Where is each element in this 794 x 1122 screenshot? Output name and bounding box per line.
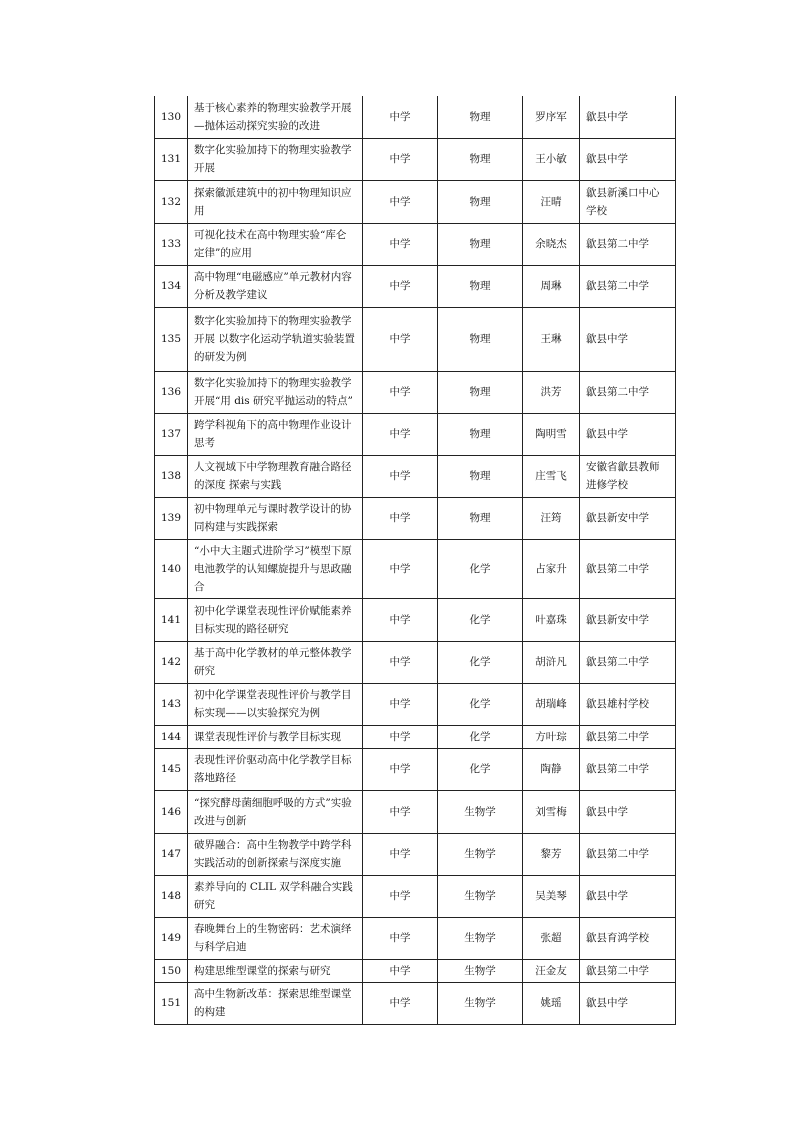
- row-level: 中学: [363, 725, 438, 748]
- table-row: [155, 598, 676, 641]
- row-subject: 化学: [438, 641, 523, 683]
- row-school: 歙县中学: [580, 307, 676, 371]
- row-number: 145: [155, 748, 188, 790]
- row-school: 歙县第二中学: [580, 265, 676, 307]
- row-title: 数字化实验加持下的物理实验教学开展: [188, 138, 363, 180]
- row-level: 中学: [363, 641, 438, 683]
- row-level: 中学: [363, 683, 438, 725]
- row-number: 146: [155, 790, 188, 833]
- row-school: 歙县第二中学: [580, 959, 676, 982]
- row-school: 歙县第二中学: [580, 223, 676, 265]
- row-subject: 物理: [438, 265, 523, 307]
- row-subject: 物理: [438, 307, 523, 371]
- row-number: 143: [155, 683, 188, 725]
- row-school: 歙县第二中学: [580, 833, 676, 875]
- row-author: 王琳: [523, 307, 580, 371]
- row-subject: 生物学: [438, 982, 523, 1024]
- row-author: 姚瑶: [523, 982, 580, 1024]
- row-school: 歙县中学: [580, 982, 676, 1024]
- table-row: [155, 180, 676, 223]
- row-author: 叶嘉珠: [523, 598, 580, 641]
- row-level: 中学: [363, 138, 438, 180]
- row-school: 歙县新溪口中心学校: [580, 180, 676, 223]
- table-row: [155, 307, 676, 371]
- table-row: [155, 223, 676, 265]
- table-row: [155, 497, 676, 539]
- row-subject: 化学: [438, 539, 523, 598]
- table-row: [155, 641, 676, 683]
- row-author: 汪金友: [523, 959, 580, 982]
- row-subject: 生物学: [438, 917, 523, 959]
- table-row: [155, 833, 676, 875]
- row-title: 可视化技术在高中物理实验“库仑定律”的应用: [188, 223, 363, 265]
- row-author: 庄雪飞: [523, 455, 580, 497]
- table-row: [155, 748, 676, 790]
- row-title: 素养导向的 CLIL 双学科融合实践研究: [188, 875, 363, 917]
- row-level: 中学: [363, 180, 438, 223]
- row-number: 151: [155, 982, 188, 1024]
- row-number: 142: [155, 641, 188, 683]
- row-author: 汪筠: [523, 497, 580, 539]
- row-author: 陶明雪: [523, 413, 580, 455]
- row-number: 130: [155, 96, 188, 138]
- row-number: 150: [155, 959, 188, 982]
- row-number: 133: [155, 223, 188, 265]
- row-title: 初中化学课堂表现性评价赋能素养目标实现的路径研究: [188, 598, 363, 641]
- row-author: 张超: [523, 917, 580, 959]
- row-author: 陶静: [523, 748, 580, 790]
- row-school: 歙县第二中学: [580, 748, 676, 790]
- row-subject: 物理: [438, 223, 523, 265]
- row-subject: 物理: [438, 455, 523, 497]
- row-title: 高中生物新改革：探索思维型课堂的构建: [188, 982, 363, 1024]
- row-level: 中学: [363, 833, 438, 875]
- row-number: 140: [155, 539, 188, 598]
- row-level: 中学: [363, 265, 438, 307]
- row-school: 歙县中学: [580, 875, 676, 917]
- row-school: 安徽省歙县教师进修学校: [580, 455, 676, 497]
- row-number: 147: [155, 833, 188, 875]
- table-row: [155, 138, 676, 180]
- table-row: [155, 959, 676, 982]
- row-title: 数字化实验加持下的物理实验教学开展“用 dis 研究平抛运动的特点”: [188, 371, 363, 413]
- row-school: 歙县第二中学: [580, 371, 676, 413]
- row-title: 初中化学课堂表现性评价与教学目标实现——以实验探究为例: [188, 683, 363, 725]
- row-author: 吴美琴: [523, 875, 580, 917]
- table-row: [155, 413, 676, 455]
- row-number: 137: [155, 413, 188, 455]
- row-author: 占家升: [523, 539, 580, 598]
- row-level: 中学: [363, 307, 438, 371]
- row-number: 134: [155, 265, 188, 307]
- row-author: 方叶琮: [523, 725, 580, 748]
- row-subject: 物理: [438, 371, 523, 413]
- row-level: 中学: [363, 598, 438, 641]
- row-number: 136: [155, 371, 188, 413]
- row-level: 中学: [363, 455, 438, 497]
- row-title: 构建思维型课堂的探索与研究: [188, 959, 363, 982]
- row-number: 131: [155, 138, 188, 180]
- row-school: 歙县第二中学: [580, 725, 676, 748]
- row-level: 中学: [363, 917, 438, 959]
- row-author: 刘雪梅: [523, 790, 580, 833]
- row-school: 歙县中学: [580, 413, 676, 455]
- row-subject: 物理: [438, 180, 523, 223]
- row-number: 149: [155, 917, 188, 959]
- row-subject: 生物学: [438, 959, 523, 982]
- table-row: [155, 790, 676, 833]
- row-level: 中学: [363, 790, 438, 833]
- row-author: 洪芳: [523, 371, 580, 413]
- row-subject: 化学: [438, 683, 523, 725]
- row-level: 中学: [363, 875, 438, 917]
- row-title: 破界融合：高中生物教学中跨学科实践活动的创新探索与深度实施: [188, 833, 363, 875]
- row-school: 歙县第二中学: [580, 539, 676, 598]
- row-school: 歙县中学: [580, 96, 676, 138]
- row-author: 胡瑞峰: [523, 683, 580, 725]
- row-title: “探究酵母菌细胞呼吸的方式”实验改进与创新: [188, 790, 363, 833]
- row-title: 高中物理“电磁感应”单元教材内容分析及教学建议: [188, 265, 363, 307]
- row-title: 探索徽派建筑中的初中物理知识应用: [188, 180, 363, 223]
- row-school: 歙县育鸿学校: [580, 917, 676, 959]
- row-subject: 化学: [438, 725, 523, 748]
- results-table: [154, 96, 676, 1025]
- row-author: 汪晴: [523, 180, 580, 223]
- row-number: 141: [155, 598, 188, 641]
- row-author: 余晓杰: [523, 223, 580, 265]
- row-title: “小中大主题式进阶学习”模型下原电池教学的认知螺旋提升与思政融合: [188, 539, 363, 598]
- results-table-body: [155, 96, 676, 1024]
- row-school: 歙县雄村学校: [580, 683, 676, 725]
- table-row: [155, 725, 676, 748]
- row-title: 人文视域下中学物理教育融合路径的深度 探索与实践: [188, 455, 363, 497]
- row-title: 表现性评价驱动高中化学教学目标落地路径: [188, 748, 363, 790]
- row-level: 中学: [363, 371, 438, 413]
- row-subject: 化学: [438, 598, 523, 641]
- row-subject: 生物学: [438, 875, 523, 917]
- row-subject: 生物学: [438, 790, 523, 833]
- table-row: [155, 96, 676, 138]
- row-subject: 化学: [438, 748, 523, 790]
- row-author: 王小敏: [523, 138, 580, 180]
- row-level: 中学: [363, 497, 438, 539]
- row-title: 数字化实验加持下的物理实验教学开展 以数字化运动学轨道实验装置的研发为例: [188, 307, 363, 371]
- row-title: 基于核心素养的物理实验教学开展—抛体运动探究实验的改进: [188, 96, 363, 138]
- table-row: [155, 917, 676, 959]
- row-level: 中学: [363, 982, 438, 1024]
- row-level: 中学: [363, 959, 438, 982]
- row-level: 中学: [363, 748, 438, 790]
- row-school: 歙县中学: [580, 790, 676, 833]
- row-subject: 物理: [438, 413, 523, 455]
- row-author: 黎芳: [523, 833, 580, 875]
- table-row: [155, 371, 676, 413]
- row-number: 132: [155, 180, 188, 223]
- row-number: 148: [155, 875, 188, 917]
- row-number: 139: [155, 497, 188, 539]
- row-title: 跨学科视角下的高中物理作业设计思考: [188, 413, 363, 455]
- row-school: 歙县新安中学: [580, 497, 676, 539]
- row-school: 歙县第二中学: [580, 641, 676, 683]
- row-title: 初中物理单元与课时教学设计的协同构建与实践探索: [188, 497, 363, 539]
- row-level: 中学: [363, 413, 438, 455]
- row-author: 胡浒凡: [523, 641, 580, 683]
- table-row: [155, 455, 676, 497]
- row-number: 135: [155, 307, 188, 371]
- table-row: [155, 875, 676, 917]
- row-title: 基于高中化学教材的单元整体教学研究: [188, 641, 363, 683]
- row-subject: 物理: [438, 497, 523, 539]
- row-title: 课堂表现性评价与教学目标实现: [188, 725, 363, 748]
- row-subject: 物理: [438, 96, 523, 138]
- row-level: 中学: [363, 96, 438, 138]
- row-author: 周琳: [523, 265, 580, 307]
- row-level: 中学: [363, 539, 438, 598]
- table-row: [155, 539, 676, 598]
- row-subject: 物理: [438, 138, 523, 180]
- row-school: 歙县中学: [580, 138, 676, 180]
- row-school: 歙县新安中学: [580, 598, 676, 641]
- table-row: [155, 265, 676, 307]
- row-number: 138: [155, 455, 188, 497]
- row-number: 144: [155, 725, 188, 748]
- row-title: 春晚舞台上的生物密码：艺术演绎与科学启迪: [188, 917, 363, 959]
- table-row: [155, 982, 676, 1024]
- row-subject: 生物学: [438, 833, 523, 875]
- row-level: 中学: [363, 223, 438, 265]
- row-author: 罗序军: [523, 96, 580, 138]
- table-row: [155, 683, 676, 725]
